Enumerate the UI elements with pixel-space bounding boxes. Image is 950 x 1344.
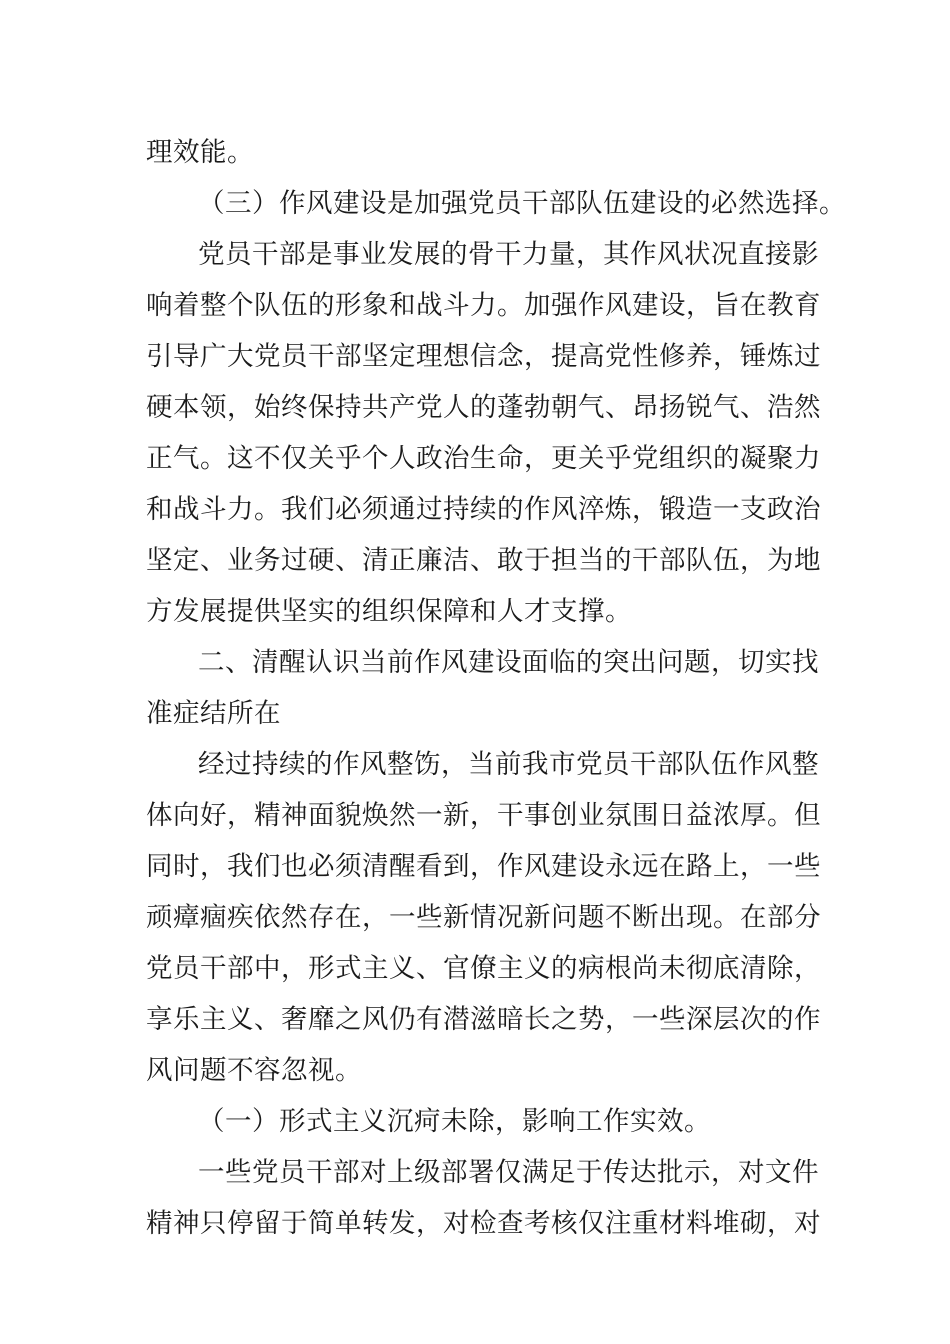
text-line: 同时，我们也必须清醒看到，作风建设永远在路上，一些	[146, 851, 821, 882]
text-line: 硬本领，始终保持共产党人的蓬勃朝气、昂扬锐气、浩然	[146, 392, 821, 423]
text-line: 党员干部中，形式主义、官僚主义的病根尚未彻底清除，	[146, 953, 821, 984]
text-line: 顽瘴痼疾依然存在，一些新情况新问题不断出现。在部分	[146, 902, 821, 933]
text-line: 和战斗力。我们必须通过持续的作风淬炼，锻造一支政治	[146, 494, 821, 525]
text-line: 正气。这不仅关乎个人政治生命，更关乎党组织的凝聚力	[146, 443, 821, 474]
text-line: 经过持续的作风整饬，当前我市党员干部队伍作风整	[198, 749, 819, 780]
text-line: 方发展提供坚实的组织保障和人才支撑。	[146, 596, 632, 627]
text-line: 风问题不容忽视。	[146, 1055, 362, 1086]
text-line: 坚定、业务过硬、清正廉洁、敢于担当的干部队伍，为地	[146, 545, 821, 576]
text-line: 一些党员干部对上级部署仅满足于传达批示，对文件	[198, 1157, 819, 1188]
section-heading: （一）形式主义沉疴未除，影响工作实效。	[198, 1106, 711, 1137]
text-line: 党员干部是事业发展的骨干力量，其作风状况直接影	[198, 239, 819, 270]
section-heading: 二、清醒认识当前作风建设面临的突出问题，切实找	[198, 647, 819, 678]
section-heading: （三）作风建设是加强党员干部队伍建设的必然选择。	[198, 188, 846, 219]
text-line: 引导广大党员干部坚定理想信念，提高党性修养，锤炼过	[146, 341, 821, 372]
text-line: 响着整个队伍的形象和战斗力。加强作风建设，旨在教育	[146, 290, 821, 321]
text-line: 精神只停留于简单转发，对检查考核仅注重材料堆砌，对	[146, 1208, 821, 1239]
text-line: 理效能。	[146, 137, 254, 168]
text-line: 体向好，精神面貌焕然一新，干事创业氛围日益浓厚。但	[146, 800, 821, 831]
section-heading: 准症结所在	[146, 698, 281, 729]
text-line: 享乐主义、奢靡之风仍有潜滋暗长之势，一些深层次的作	[146, 1004, 821, 1035]
